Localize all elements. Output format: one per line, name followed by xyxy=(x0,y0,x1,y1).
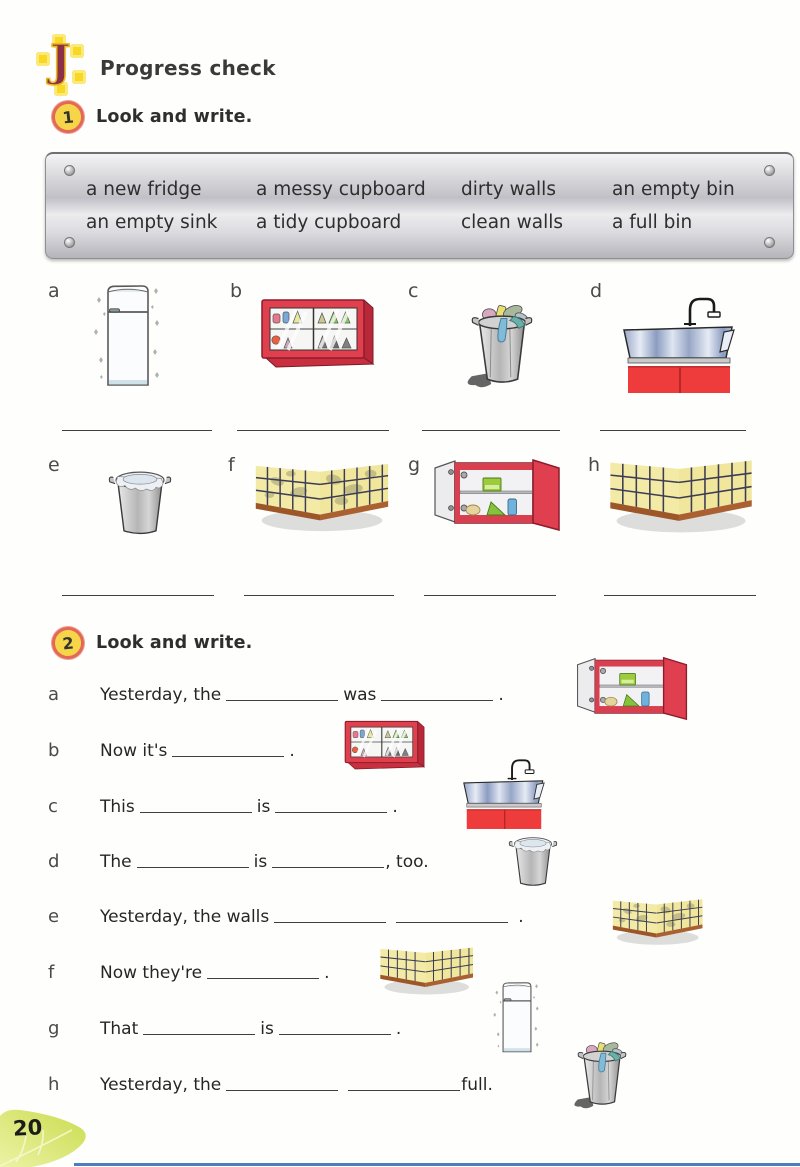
screw-icon xyxy=(64,165,75,176)
new-fridge-image xyxy=(90,282,166,394)
sentence-text: full. xyxy=(461,1075,493,1095)
sentence-text: . xyxy=(518,907,524,927)
answer-line[interactable] xyxy=(422,430,560,431)
item-letter: b xyxy=(48,740,60,761)
sentence-text: Yesterday, the xyxy=(100,1075,222,1095)
word-bank-item: a tidy cupboard xyxy=(256,212,402,233)
dirty-walls-image xyxy=(248,456,394,542)
item-letter: a xyxy=(48,280,60,302)
empty-bin-image xyxy=(502,824,564,890)
word-bank-item: an empty bin xyxy=(612,179,735,200)
word-bank-item: a full bin xyxy=(612,212,693,233)
item-letter: d xyxy=(590,280,603,302)
full-bin-image xyxy=(458,292,546,392)
full-bin-image xyxy=(558,1032,646,1112)
exercise1-number: 1 xyxy=(61,106,75,128)
item-letter: c xyxy=(408,280,419,302)
item-letter: h xyxy=(588,454,601,476)
sentence-row-h xyxy=(48,1074,493,1095)
sentence-text: The xyxy=(100,852,132,872)
tidy-cupboard-image xyxy=(342,720,428,774)
clean-walls-image xyxy=(366,942,486,1002)
answer-blank[interactable] xyxy=(272,864,384,868)
answer-blank[interactable] xyxy=(274,919,386,923)
sentence-text: Now it's xyxy=(100,741,168,761)
answer-line[interactable] xyxy=(424,595,556,596)
exercise1-number-badge xyxy=(50,99,85,134)
sentence-row-d xyxy=(48,851,429,872)
sentence-text: That xyxy=(100,1019,139,1039)
section-letter-icon xyxy=(34,34,92,98)
answer-blank[interactable] xyxy=(381,697,493,701)
empty-sink-image xyxy=(458,752,550,830)
sentence-text: , too. xyxy=(385,852,429,872)
item-letter: h xyxy=(48,1074,60,1095)
answer-blank[interactable] xyxy=(226,697,338,701)
sentence-row-c xyxy=(48,796,398,817)
empty-bin-image xyxy=(100,456,180,538)
sentence-row-b xyxy=(48,740,295,761)
sentence-text: . xyxy=(498,685,504,705)
messy-cupboard-image xyxy=(430,458,564,540)
sentence-text: . xyxy=(392,797,398,817)
page-title: Progress check xyxy=(100,56,276,80)
sentence-text: is xyxy=(253,852,268,872)
answer-blank[interactable] xyxy=(275,809,387,813)
answer-blank[interactable] xyxy=(140,809,252,813)
yellow-square-icon xyxy=(36,52,50,66)
answer-blank[interactable] xyxy=(348,1087,460,1091)
item-letter: g xyxy=(48,1018,60,1039)
section-letter: J xyxy=(50,36,71,87)
answer-line[interactable] xyxy=(244,595,394,596)
item-letter: e xyxy=(48,906,60,927)
screw-icon xyxy=(64,237,75,248)
answer-blank[interactable] xyxy=(279,1031,391,1035)
empty-sink-image xyxy=(616,288,742,394)
messy-cupboard-image xyxy=(574,656,690,728)
exercise2-number-badge xyxy=(50,625,85,660)
answer-blank[interactable] xyxy=(143,1031,255,1035)
item-letter: a xyxy=(48,684,60,705)
word-bank-item: a new fridge xyxy=(86,179,202,200)
item-letter: c xyxy=(48,796,58,817)
sentence-text: . xyxy=(289,741,295,761)
clean-walls-image xyxy=(602,452,758,544)
word-bank-item: dirty walls xyxy=(461,179,556,200)
item-letter: d xyxy=(48,851,60,872)
answer-line[interactable] xyxy=(237,430,389,431)
sentence-row-f xyxy=(48,962,330,983)
answer-blank[interactable] xyxy=(396,919,508,923)
answer-line[interactable] xyxy=(600,430,746,431)
tidy-cupboard-image xyxy=(258,298,378,374)
word-bank-plaque xyxy=(45,152,794,259)
word-bank-item: clean walls xyxy=(461,212,564,233)
yellow-square-icon xyxy=(70,44,84,58)
sentence-text: Yesterday, the xyxy=(100,685,222,705)
screw-icon xyxy=(764,237,775,248)
item-letter: f xyxy=(48,962,55,983)
item-letter: e xyxy=(48,454,60,476)
answer-blank[interactable] xyxy=(172,753,284,757)
answer-blank[interactable] xyxy=(207,975,319,979)
page-bottom-edge xyxy=(74,1163,800,1166)
sentence-text: Now they're xyxy=(100,963,203,983)
sentence-text: is xyxy=(256,797,271,817)
sentence-text: This xyxy=(100,797,135,817)
sentence-text: Yesterday, the walls xyxy=(100,907,270,927)
item-letter: g xyxy=(408,454,421,476)
exercise1-instruction: Look and write. xyxy=(96,107,253,127)
answer-line[interactable] xyxy=(62,430,212,431)
sentence-text: . xyxy=(324,963,330,983)
word-bank-item: a messy cupboard xyxy=(256,179,426,200)
exercise2-instruction: Look and write. xyxy=(96,633,253,653)
dirty-walls-image xyxy=(598,894,716,952)
sentence-row-a xyxy=(48,684,504,705)
answer-blank[interactable] xyxy=(137,864,249,868)
sentence-text: was xyxy=(343,685,377,705)
yellow-square-icon xyxy=(72,70,86,84)
answer-line[interactable] xyxy=(62,595,214,596)
answer-line[interactable] xyxy=(604,595,756,596)
sentence-row-e xyxy=(48,906,524,927)
word-bank-item: an empty sink xyxy=(86,212,218,233)
sentence-text: is xyxy=(260,1019,274,1039)
item-letter: f xyxy=(228,454,235,476)
sentence-row-g xyxy=(48,1018,401,1039)
answer-blank[interactable] xyxy=(226,1087,338,1091)
page-number: 20 xyxy=(12,1115,43,1141)
screw-icon xyxy=(764,165,775,176)
exercise2-number: 2 xyxy=(61,632,75,654)
sentence-text: . xyxy=(395,1019,402,1039)
new-fridge-image xyxy=(492,980,542,1058)
item-letter: b xyxy=(230,280,243,302)
